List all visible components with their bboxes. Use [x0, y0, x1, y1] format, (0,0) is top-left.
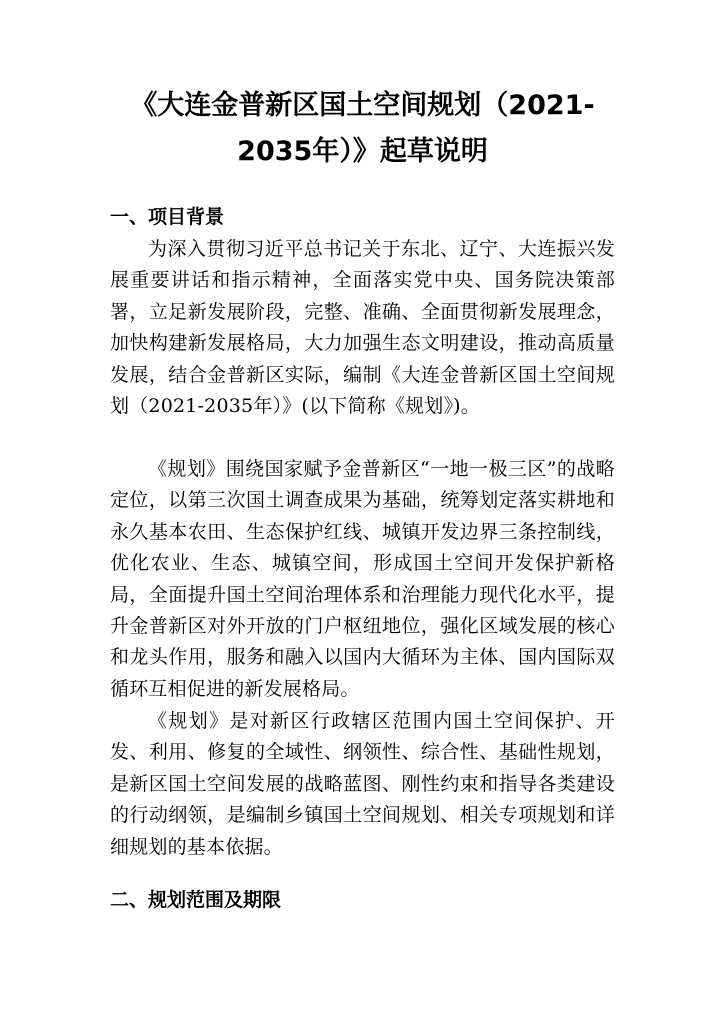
paragraph-background-3: 《规划》是对新区行政辖区范围内国土空间保护、开发、利用、修复的全域性、纲领性、综合性、基础性规划，是新区国土空间发展的战略蓝图、刚性约束和指导各类建设的行动纲领，是编制乡镇国土空间规划、相关专项规划和详细规划的基本依据。	[110, 710, 615, 858]
paragraph-background-2: 《规划》围绕国家赋予金普新区“一地一极三区”的战略定位，以第三次国土调查成果为基础，统筹划定落实耕地和永久基本农田、生态保护红线、城镇开发边界三条控制线，优化农业、生态、城镇空间，形成国土空间开发保护新格局，全面提升国土空间治理体系和治理能力现代化水平，提升金普新区对外开放的门户枢纽地位，强化区域发展的核心和龙头作用，服务和融入以国内大循环为主体、国内国际双循环互相促进的新发展格局。	[110, 458, 615, 700]
paragraph-background-1: 为深入贯彻习近平总书记关于东北、辽宁、大连振兴发展重要讲话和指示精神，全面落实党中央、国务院决策部署，立足新发展阶段，完整、准确、全面贯彻新发展理念，加快构建新发展格局，大力加强生态文明建设，推动高质量发展，结合金普新区实际，编制《大连金普新区国土空间规划（2021-2035年）》(以下简称《规划》)。	[110, 238, 615, 418]
section-heading-background: 一、项目背景	[110, 206, 225, 228]
document-title: 《大连金普新区国土空间规划（2021-2035年）》起草说明	[130, 90, 595, 167]
section-heading-scope: 二、规划范围及期限	[110, 889, 282, 911]
